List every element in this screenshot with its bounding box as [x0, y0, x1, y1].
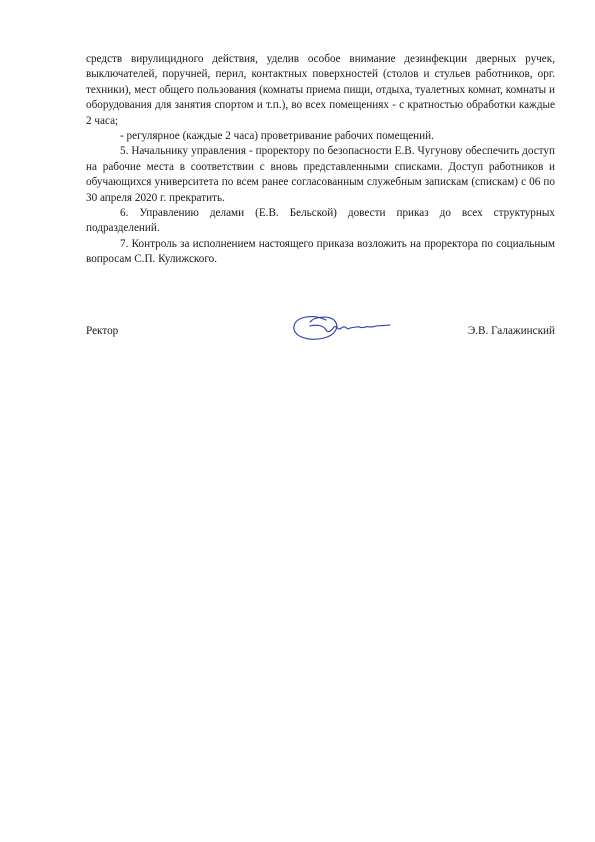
paragraph-item-6: 6. Управлению делами (Е.В. Бельской) довести приказ до всех структурных подразделений.	[86, 207, 555, 235]
document-body	[86, 52, 555, 268]
paragraph-ventilation: - регулярное (каждые 2 часа) проветривание рабочих помещений.	[120, 130, 434, 143]
paragraph-disinfection: средств вирулицидного действия, уделив особое внимание дезинфекции дверных ручек, выключателей, поручней, перил, контактных поверхностей (столов и стульев работников, орг. техники), мест общего пользования (комнаты приема пищи, отдыха, туалетных комнат, комнаты и оборудования для занятия спортом и т.п.), во всех помещениях - с кратностью обработки каждые 2 часа;	[86, 53, 555, 127]
signatory-title: Ректор	[86, 325, 119, 337]
signatory-name: Э.В. Галажинский	[467, 325, 555, 337]
paragraph-item-5: 5. Начальнику управления - проректору по безопасности Е.В. Чугунову обеспечить доступ на рабочие места в соответствии с вновь представленными списками. Доступ работников и обучающихся университета по всем ранее согласованным служебным запискам (спискам) с 06 по 30 апреля 2020 г. прекратить.	[86, 145, 555, 204]
paragraph-item-7: 7. Контроль за исполнением настоящего приказа возложить на проректора по социальным вопросам С.П. Кулижского.	[86, 237, 555, 266]
signature-block	[86, 306, 555, 346]
handwritten-signature	[290, 306, 394, 346]
